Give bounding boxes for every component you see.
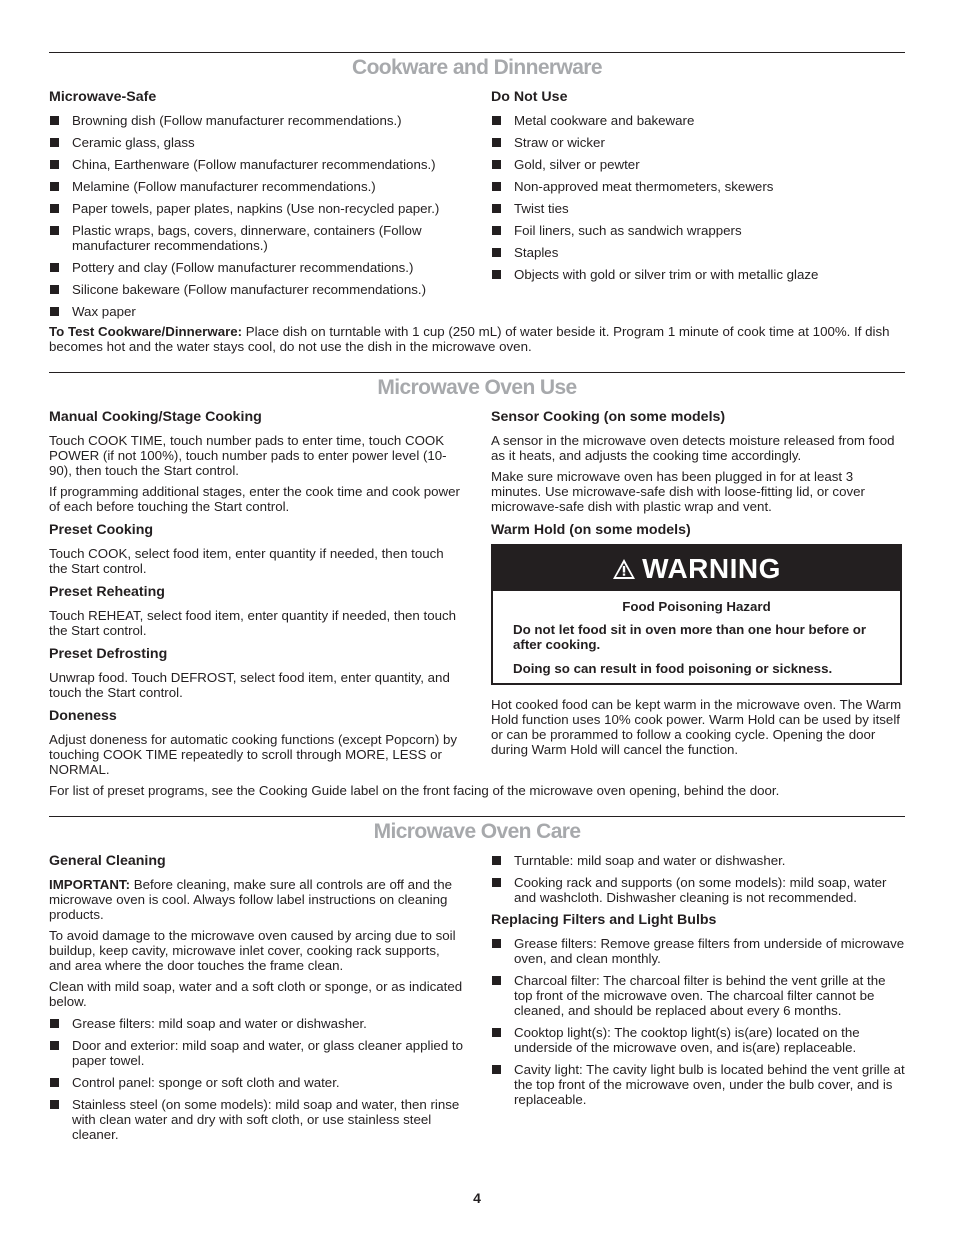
sensor-cooking-text-1: A sensor in the microwave oven detects moisture released from food as it heats, and adjusts the cooking time accordingly.: [491, 433, 895, 463]
care-right-column: [491, 853, 905, 1114]
care-right-list: [491, 853, 905, 905]
warning-header: [493, 546, 900, 591]
preset-programs-note: [49, 783, 909, 804]
arcing-text: To avoid damage to the microwave oven caused by arcing due to soil buildup, keep cavity, microwave inlet cover, cooking rack supports, and area where the door touches the frame clean.: [49, 928, 456, 973]
preset-cooking-heading: Preset Cooking: [49, 522, 154, 538]
use-left-column: [49, 409, 463, 783]
list-item: Melamine (Follow manufacturer recommendations.): [49, 179, 469, 194]
list-item: Grease filters: mild soap and water or dishwasher.: [49, 1016, 463, 1031]
preset-programs-text: For list of preset programs, see the Cooking Guide label on the front facing of the microwave oven opening, behind the door.: [49, 783, 780, 798]
list-item: Staples: [491, 245, 905, 260]
warning-line-2: Doing so can result in food poisoning or sickness.: [513, 661, 833, 676]
important-label: IMPORTANT:: [49, 877, 131, 892]
preset-defrosting-heading: Preset Defrosting: [49, 646, 168, 662]
list-item: Twist ties: [491, 201, 905, 216]
warm-hold-paragraph: [491, 697, 905, 763]
sensor-cooking-text-2: Make sure microwave oven has been plugged in for at least 3 minutes. Use microwave-safe dish with loose-fitting lid, or cover microwave-safe dish with plastic wrap and vent.: [491, 469, 865, 514]
warm-hold-heading: Warm Hold (on some models): [491, 522, 691, 538]
warning-hazard: Food Poisoning Hazard: [622, 599, 771, 614]
warning-box: [491, 544, 902, 685]
do-not-use-column: [491, 89, 905, 289]
section-title-care: Microwave Oven Care: [373, 820, 581, 843]
section-divider: [49, 372, 905, 373]
list-item: Cavity light: The cavity light bulb is located behind the vent grille at the top front of the microwave oven, under the bulb cover, and is replaceable.: [491, 1062, 905, 1107]
warning-title: WARNING: [642, 553, 781, 584]
list-item: Stainless steel (on some models): mild soap and water, then rinse with clean water and dry with soft cloth, or use stainless steel cleaner.: [49, 1097, 463, 1142]
microwave-safe-list: [49, 113, 469, 319]
warm-hold-text: Hot cooked food can be kept warm in the microwave oven. The Warm Hold function uses 10% cook power. Warm Hold can be used by itself or can be prorammed to follow a cooking cycle. Opening the door during Warm Hold will cancel the function.: [491, 697, 902, 757]
section-title-cookware: Cookware and Dinnerware: [352, 56, 602, 79]
list-item: Door and exterior: mild soap and water, or glass cleaner applied to paper towel.: [49, 1038, 463, 1068]
list-item: Straw or wicker: [491, 135, 905, 150]
list-item: Ceramic glass, glass: [49, 135, 469, 150]
preset-reheating-text: Touch REHEAT, select food item, enter quantity if needed, then touch the Start control.: [49, 608, 457, 638]
microwave-safe-column: [49, 89, 469, 326]
doneness-heading: Doneness: [49, 708, 117, 724]
test-cookware-paragraph: [49, 324, 909, 360]
care-left-column: [49, 853, 463, 1149]
clean-with-text: Clean with mild soap, water and a soft cloth or sponge, or as indicated below.: [49, 979, 463, 1009]
list-item: Plastic wraps, bags, covers, dinnerware, containers (Follow manufacturer recommendations.): [49, 223, 469, 253]
list-item: Control panel: sponge or soft cloth and water.: [49, 1075, 463, 1090]
list-item: China, Earthenware (Follow manufacturer recommendations.): [49, 157, 469, 172]
list-item: Pottery and clay (Follow manufacturer recommendations.): [49, 260, 469, 275]
manual-cooking-heading: Manual Cooking/Stage Cooking: [49, 409, 262, 425]
manual-cooking-text-2: If programming additional stages, enter the cook time and cook power of each before touching the Start control.: [49, 484, 460, 514]
replacing-filters-list: [491, 936, 905, 1107]
list-item: Wax paper: [49, 304, 469, 319]
doneness-text: Adjust doneness for automatic cooking functions (except Popcorn) by touching COOK TIME repeatedly to scroll through MORE, LESS or NORMAL.: [49, 732, 457, 777]
do-not-use-heading: Do Not Use: [491, 89, 568, 105]
warning-body: [493, 591, 900, 676]
preset-defrosting-text: Unwrap food. Touch DEFROST, select food item, enter quantity, and touch the Start control.: [49, 670, 450, 700]
general-cleaning-list: [49, 1016, 463, 1142]
list-item: Turntable: mild soap and water or dishwasher.: [491, 853, 905, 868]
section-title-use: Microwave Oven Use: [377, 376, 577, 399]
preset-reheating-heading: Preset Reheating: [49, 584, 165, 600]
test-cookware-label: To Test Cookware/Dinnerware:: [49, 324, 243, 339]
microwave-safe-heading: Microwave-Safe: [49, 89, 157, 105]
sensor-cooking-heading: Sensor Cooking (on some models): [491, 409, 726, 425]
page-number: 4: [473, 1190, 481, 1206]
list-item: Cooking rack and supports (on some models): mild soap, water and washcloth. Dishwasher cleaning is not recommended.: [491, 875, 905, 905]
list-item: Silicone bakeware (Follow manufacturer recommendations.): [49, 282, 469, 297]
do-not-use-list: [491, 113, 905, 282]
list-item: Gold, silver or pewter: [491, 157, 905, 172]
warning-triangle-icon: [612, 558, 636, 580]
list-item: Non-approved meat thermometers, skewers: [491, 179, 905, 194]
list-item: Cooktop light(s): The cooktop light(s) is(are) located on the underside of the microwave oven, and is(are) replaceable.: [491, 1025, 905, 1055]
list-item: Grease filters: Remove grease filters from underside of microwave oven, and clean monthly.: [491, 936, 905, 966]
list-item: Paper towels, paper plates, napkins (Use non-recycled paper.): [49, 201, 469, 216]
use-right-column: [491, 409, 905, 546]
manual-cooking-text-1: Touch COOK TIME, touch number pads to enter time, touch COOK POWER (if not 100%), touch number pads to enter power level (10-90), then touch the Start control.: [49, 433, 447, 478]
important-text: Before cleaning, make sure all controls are off and the microwave oven is cool. Always follow label instructions on cleaning products.: [49, 877, 453, 922]
section-divider: [49, 816, 905, 817]
list-item: Metal cookware and bakeware: [491, 113, 905, 128]
list-item: Objects with gold or silver trim or with metallic glaze: [491, 267, 905, 282]
list-item: Foil liners, such as sandwich wrappers: [491, 223, 905, 238]
replacing-filters-heading: Replacing Filters and Light Bulbs: [491, 912, 717, 928]
list-item: Browning dish (Follow manufacturer recommendations.): [49, 113, 469, 128]
warning-line-1: Do not let food sit in oven more than one hour before or after cooking.: [513, 622, 867, 652]
section-divider: [49, 52, 905, 53]
test-cookware-text: Place dish on turntable with 1 cup (250 mL) of water beside it. Program 1 minute of cook time at 100%. If dish becomes hot and the water stays cool, do not use the dish in the microwave oven.: [49, 324, 890, 354]
general-cleaning-heading: General Cleaning: [49, 853, 166, 869]
list-item: Charcoal filter: The charcoal filter is behind the vent grille at the top front of the microwave oven. The charcoal filter cannot be cleaned, and should be replaced about every 6 months.: [491, 973, 905, 1018]
preset-cooking-text: Touch COOK, select food item, enter quantity if needed, then touch the Start control.: [49, 546, 444, 576]
